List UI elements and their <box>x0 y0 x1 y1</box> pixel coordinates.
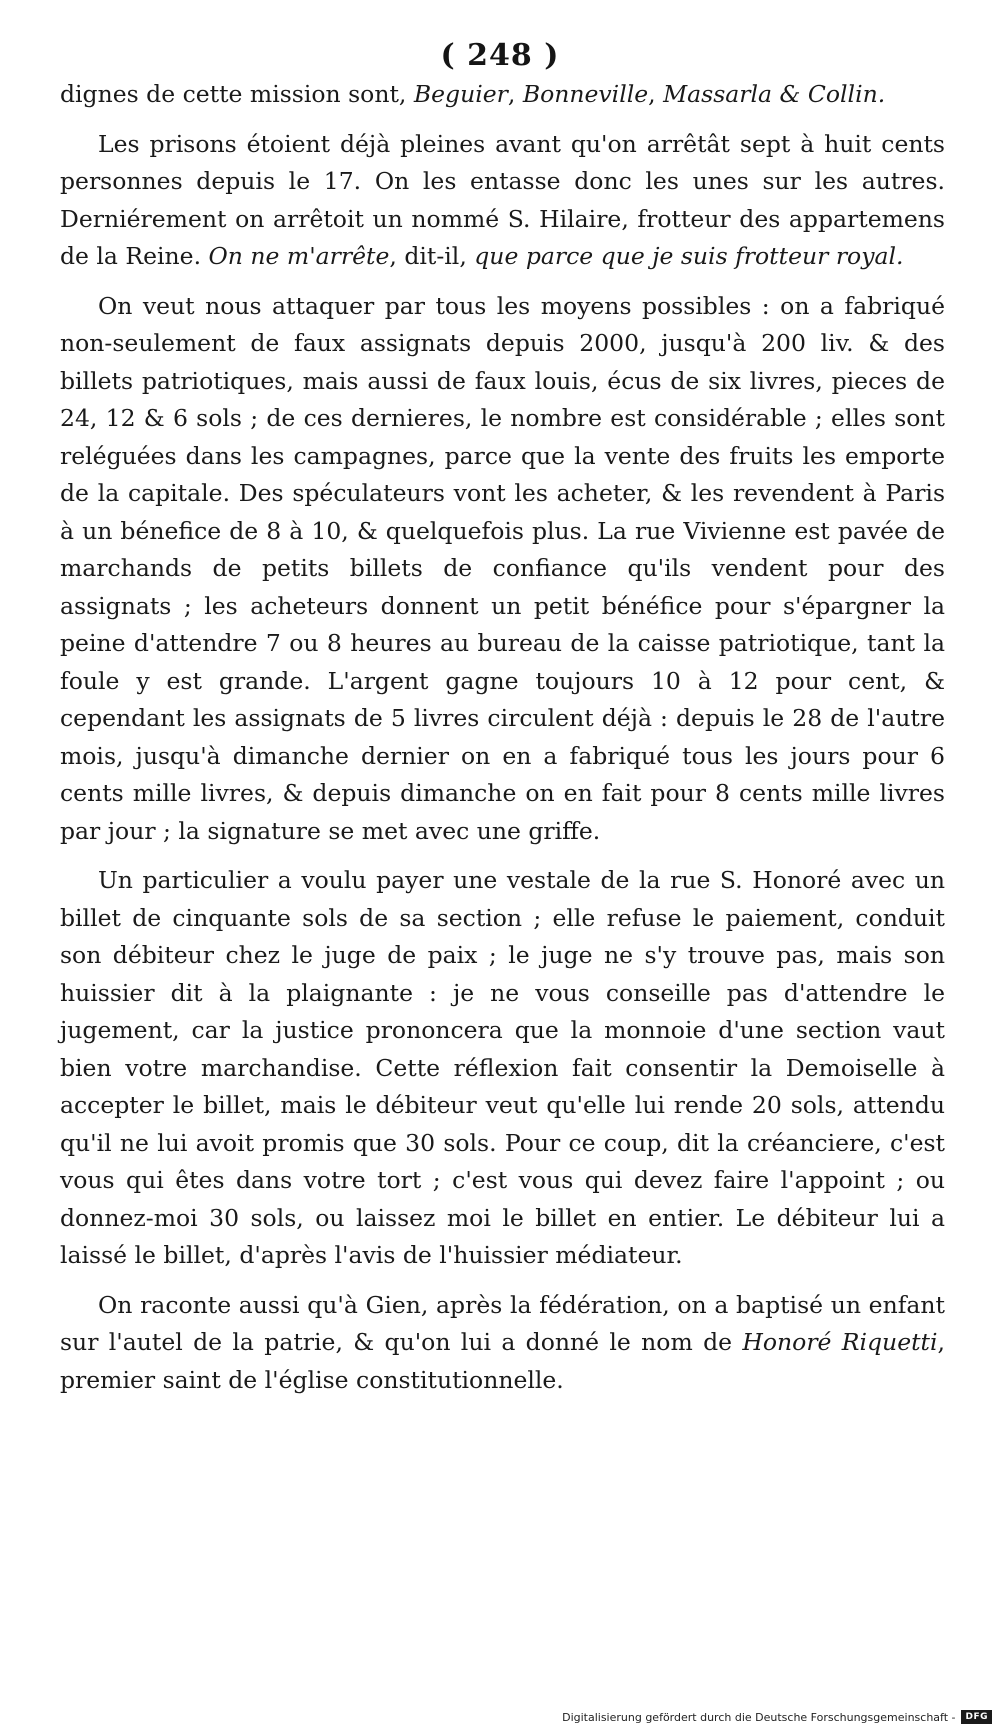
text-run: , <box>648 80 664 108</box>
page-number: ( 248 ) <box>440 38 560 73</box>
text-run: Les prisons étoient déjà pleines avant qu'on arrêtât sept à huit cents personnes depuis le 17. On les entasse donc les unes sur les autres. Derniérement on arrêtoit un nommé S. Hilaire, frotteur des appartemens de la Reine. <box>60 129 945 270</box>
text-run: On veut nous attaquer par tous les moyens possibles : on a fabriqué non-seulement de faux assignats depuis 2000, jusqu'à 200 liv. & des billets patriotiques, mais aussi de faux louis, écus de six livres, pieces de 24, 12 & 6 sols ; de ces dernieres, le nombre est considérable ; elles sont reléguées dans les campagnes, parce que la vente des fruits les emporte de la capitale. Des spéculateurs vont les acheter, & les revendent à Paris à un bénefice de 8 à 10, & quelquefois plus. La rue Vivienne est pavée de marchands de petits billets de confiance qu'ils vendent pour des assignats ; les acheteurs donnent un petit bénéfice pour s'épargner la peine d'attendre 7 ou 8 heures au bureau de la caisse patriotique, tant la foule y est grande. L'argent gagne toujours 10 à 12 pour cent, & cependant les assignats de 5 livres circulent déjà : depuis le 28 de l'autre mois, jusqu'à dimanche dernier on en a fabriqué tous les jours pour 6 cents mille livres, & depuis dimanche on en fait pour 8 cents mille livres par jour ; la signature se met avec une griffe. <box>60 291 945 845</box>
paragraph <box>60 862 945 1275</box>
body-text <box>60 76 945 1411</box>
paragraph <box>60 1287 945 1400</box>
credit-text: Digitalisierung gefördert durch die Deutsche Forschungsgemeinschaft - <box>562 1710 956 1724</box>
text-run: , <box>507 80 523 108</box>
italic-text: Honoré Riquetti <box>742 1328 938 1356</box>
paragraph <box>60 126 945 276</box>
italic-text: On ne m'arrête <box>208 242 390 270</box>
paragraph <box>60 288 945 851</box>
dfg-logo-icon: DFG <box>961 1710 992 1724</box>
italic-text: Bonneville <box>522 80 649 108</box>
text-run: , premier saint de l'église constitutionnelle. <box>60 1328 945 1394</box>
paragraph <box>60 76 945 114</box>
text-run: Un particulier a voulu payer une vestale de la rue S. Honoré avec un billet de cinquante sols de sa section ; elle refuse le paiement, conduit son débiteur chez le juge de paix ; le juge ne s'y trouve pas, mais son huissier dit à la plaignante : je ne vous conseille pas d'attendre le jugement, car la justice prononcera que la monnoie d'une section vaut bien votre marchandise. Cette réflexion fait consentir la Demoiselle à accepter le billet, mais le débiteur veut qu'elle lui rende 20 sols, attendu qu'il ne lui avoit promis que 30 sols. Pour ce coup, dit la créanciere, c'est vous qui êtes dans votre tort ; c'est vous qui devez faire l'appoint ; ou donnez-moi 30 sols, ou laissez moi le billet en entier. Le débiteur lui a laissé le billet, d'après l'avis de l'huissier médiateur. <box>60 866 945 1269</box>
italic-text: Massarla & Collin. <box>663 80 886 108</box>
digitization-credit <box>562 1710 992 1724</box>
text-run: , dit-il, <box>389 242 475 270</box>
italic-text: que parce que je suis frotteur royal. <box>474 242 904 270</box>
text-run: dignes de cette mission sont, <box>60 80 414 108</box>
text-run: On raconte aussi qu'à Gien, après la fédération, on a baptisé un enfant sur l'autel de la patrie, & qu'on lui a donné le nom de <box>60 1290 945 1356</box>
italic-text: Beguier <box>413 80 508 108</box>
